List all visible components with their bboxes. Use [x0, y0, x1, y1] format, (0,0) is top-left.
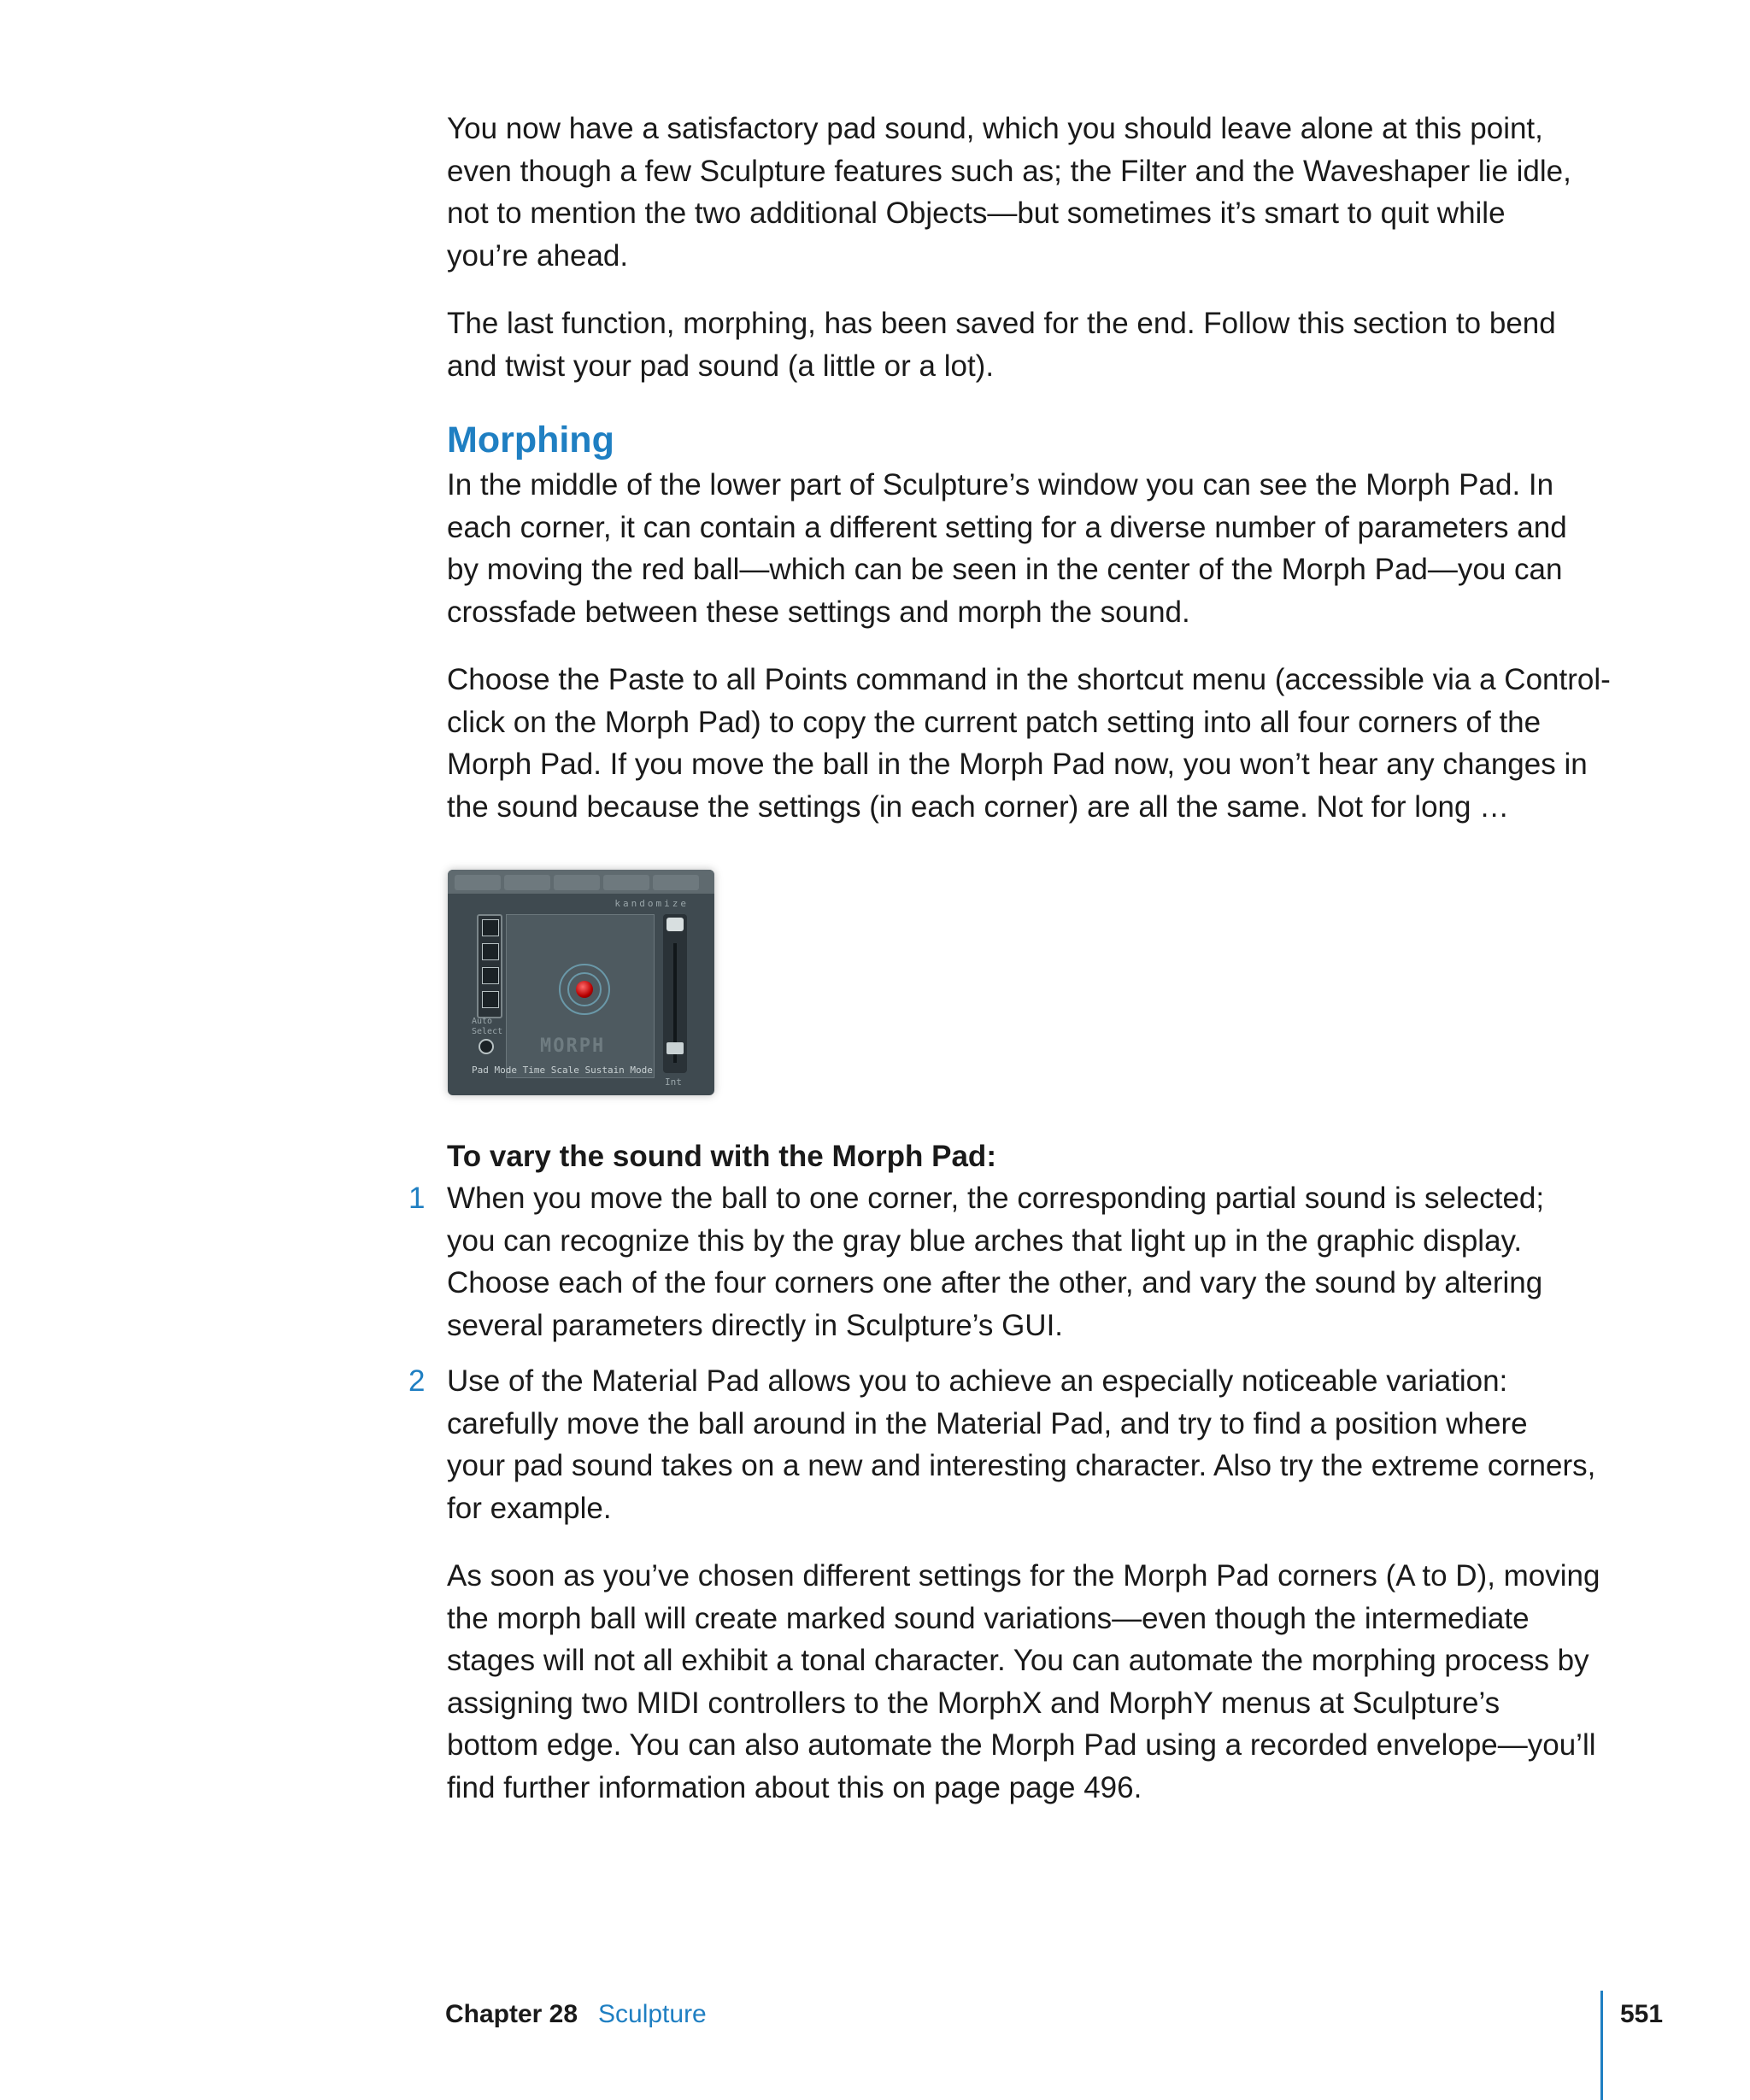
text-line: When you move the ball to one corner, the corresponding partial sound is selected;: [447, 1182, 1545, 1215]
morphing-paragraph-1: [447, 464, 1609, 633]
figure-tab: [554, 875, 600, 890]
text-line: You now have a satisfactory pad sound, which you should leave alone at this point,: [447, 112, 1543, 145]
figure-tab: [653, 875, 699, 890]
text-line: click on the Morph Pad) to copy the current patch setting into all four corners of the: [447, 705, 1542, 739]
text-line: you’re ahead.: [447, 238, 629, 273]
text-line: carefully move the ball around in the Material Pad, and try to find a position where: [447, 1406, 1528, 1440]
pad-mode-buttons: [477, 914, 502, 1018]
text-line: Choose the Paste to all Points command in the shortcut menu (accessible via a Control-: [447, 663, 1611, 696]
text-line: by moving the red ball—which can be seen in the center of the Morph Pad—you can: [447, 553, 1563, 586]
morph-pad-screenshot: [448, 870, 714, 1095]
pad-button: [482, 967, 499, 984]
text-line: As soon as you’ve chosen different settings for the Morph Pad corners (A to D), moving: [447, 1559, 1600, 1593]
randomize-label: kandomize: [614, 898, 689, 909]
text-line: The last function, morphing, has been saved for the end. Follow this section to bend: [447, 307, 1556, 340]
step-1-text: [447, 1177, 1609, 1346]
auto-select-line: Auto: [472, 1017, 493, 1026]
pad-bottom-labels: Pad Mode Time Scale Sustain Mode: [472, 1065, 653, 1076]
page-number: 551: [1620, 2000, 1664, 2028]
pad-button: [482, 919, 499, 936]
auto-select-button-icon: [479, 1039, 494, 1054]
pad-button: [482, 943, 499, 960]
procedure-title: To vary the sound with the Morph Pad:: [447, 1140, 996, 1173]
text-line: stages will not all exhibit a tonal character. You can automate the morphing process by: [447, 1644, 1589, 1677]
random-slider: [663, 914, 687, 1073]
text-line: bottom edge. You can also automate the Morph Pad using a recorded envelope—you’ll: [447, 1728, 1596, 1762]
text-line: the sound because the settings (in each corner) are all the same. Not for long …: [447, 789, 1510, 824]
footer-section-link[interactable]: Sculpture: [598, 2000, 707, 2028]
text-line: several parameters directly in Sculpture’s GUI.: [447, 1308, 1064, 1342]
figure-tab-strip: [448, 870, 714, 894]
text-line: Choose each of the four corners one after the other, and vary the sound by altering: [447, 1266, 1543, 1299]
text-line: each corner, it can contain a different setting for a diverse number of parameters and: [447, 510, 1567, 544]
figure-tab: [455, 875, 501, 890]
text-line: crossfade between these settings and morph the sound.: [447, 595, 1190, 629]
text-line: not to mention the two additional Objects—but sometimes it’s smart to quit while: [447, 197, 1506, 230]
morphing-paragraph-2: [447, 659, 1609, 828]
text-line: find further information about this on page page 496.: [447, 1770, 1142, 1804]
morph-ball: [576, 981, 593, 998]
text-line: and twist your pad sound (a little or a lot).: [447, 349, 995, 383]
text-line: Use of the Material Pad allows you to achieve an especially noticeable variation:: [447, 1364, 1508, 1398]
figure-tab: [603, 875, 649, 890]
text-line: assigning two MIDI controllers to the MorphX and MorphY menus at Sculpture’s: [447, 1686, 1500, 1720]
step-2-text: [447, 1360, 1609, 1529]
text-line: the morph ball will create marked sound variations—even though the intermediate: [447, 1601, 1530, 1635]
intro-paragraph-1: [447, 108, 1609, 277]
auto-select-label: [472, 1017, 502, 1037]
section-heading-morphing: Morphing: [447, 419, 614, 460]
text-line: you can recognize this by the gray blue arches that light up in the graphic display.: [447, 1223, 1523, 1258]
text-line: for example.: [447, 1491, 612, 1525]
text-line: Morph Pad. If you move the ball in the Morph Pad now, you won’t hear any changes in: [447, 748, 1588, 781]
morph-label: MORPH: [540, 1035, 606, 1057]
step-number: 1: [408, 1182, 426, 1215]
step-number: 2: [408, 1364, 426, 1398]
footer-chapter: Chapter 28: [445, 2000, 578, 2028]
closing-paragraph: [447, 1555, 1609, 1809]
text-line: In the middle of the lower part of Sculpture’s window you can see the Morph Pad. In: [447, 468, 1554, 502]
rnd-button: [667, 918, 684, 931]
slider-knob: [667, 1042, 684, 1054]
intro-paragraph-2: [447, 302, 1609, 387]
auto-select-line: Select: [472, 1027, 503, 1036]
text-line: your pad sound takes on a new and interesting character. Also try the extreme corners,: [447, 1449, 1596, 1482]
figure-tab: [504, 875, 550, 890]
int-label: Int: [665, 1076, 682, 1088]
text-line: even though a few Sculpture features such as; the Filter and the Waveshaper lie idle,: [447, 154, 1571, 188]
pad-button: [482, 991, 499, 1008]
footer-divider: [1600, 1991, 1603, 2100]
